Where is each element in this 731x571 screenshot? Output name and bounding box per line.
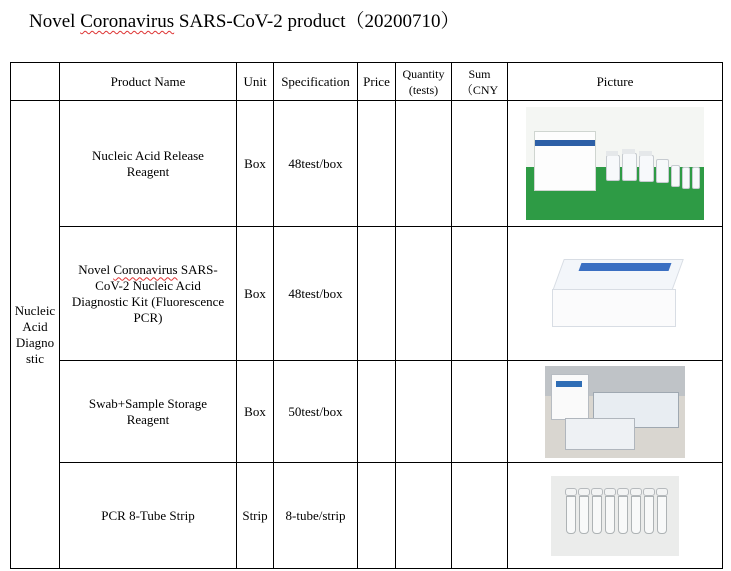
product-name-line: Reagent: [126, 163, 170, 179]
sum-cell: [452, 227, 508, 361]
unit-cell: Box: [237, 361, 274, 463]
spec-cell: 48test/box: [274, 227, 358, 361]
swab-storage-kit-photo: [545, 366, 685, 458]
header-specification: Specification: [274, 63, 358, 101]
table-row: [11, 463, 723, 569]
title-suffix: SARS-CoV-2 product（20200710）: [174, 11, 460, 32]
spec-cell: 50test/box: [274, 361, 358, 463]
product-table: [10, 62, 723, 569]
spec-cell: 8-tube/strip: [274, 463, 358, 569]
category-line: Diagno: [15, 334, 55, 350]
header-sum: [452, 63, 508, 101]
header-category-blank: [11, 63, 60, 101]
picture-cell: [508, 361, 723, 463]
quantity-cell: [396, 101, 452, 227]
sum-cell: [452, 101, 508, 227]
price-cell: [358, 101, 396, 227]
reagent-kit-photo: [526, 107, 704, 220]
pcr-tube-strip-photo: [551, 476, 679, 556]
table-row: [11, 361, 723, 463]
product-name-line: PCR 8-Tube Strip: [101, 507, 195, 523]
price-cell: [358, 227, 396, 361]
product-name-cell: [60, 463, 237, 569]
header-quantity-line1: Quantity: [402, 66, 445, 81]
product-name-line: Swab+Sample Storage: [88, 395, 208, 411]
category-cell: [11, 101, 60, 569]
header-picture: Picture: [508, 63, 723, 101]
table-row: [11, 227, 723, 361]
document-title: [29, 6, 460, 33]
product-name-cell: [60, 101, 237, 227]
product-name-line: Reagent: [126, 411, 170, 427]
price-cell: [358, 361, 396, 463]
picture-cell: [508, 227, 723, 361]
unit-cell: Box: [237, 101, 274, 227]
header-row: [11, 63, 723, 101]
price-cell: [358, 463, 396, 569]
quantity-cell: [396, 227, 452, 361]
category-line: Acid: [22, 318, 48, 334]
quantity-cell: [396, 463, 452, 569]
product-name-line: Diagnostic Kit (Fluorescence: [71, 293, 225, 309]
product-name-text: Novel Coronavirus SARS-: [78, 261, 218, 277]
diagnostic-kit-box-photo: [540, 251, 690, 336]
sum-cell: [452, 463, 508, 569]
header-unit: Unit: [237, 63, 274, 101]
title-prefix: Novel: [29, 11, 81, 32]
table-row: [11, 101, 723, 227]
quantity-cell: [396, 361, 452, 463]
title-coronavirus: Coronavirus: [80, 11, 175, 32]
product-name-line: CoV-2 Nucleic Acid: [95, 277, 201, 293]
header-product-name: Product Name: [60, 63, 237, 101]
header-quantity: [396, 63, 452, 101]
header-sum-line2: （CNY: [460, 82, 499, 97]
product-name-line: Nucleic Acid Release: [92, 147, 204, 163]
product-name-line: [62, 262, 234, 278]
spellcheck-word: Coronavirus: [113, 261, 178, 277]
header-quantity-line2: (tests): [408, 82, 439, 97]
unit-cell: Box: [237, 227, 274, 361]
spec-cell: 48test/box: [274, 101, 358, 227]
header-sum-line1: Sum: [468, 66, 491, 81]
picture-cell: [508, 101, 723, 227]
product-name-cell: [60, 227, 237, 361]
header-price: Price: [358, 63, 396, 101]
category-line: stic: [25, 350, 45, 366]
category-line: Nucleic: [14, 302, 56, 318]
unit-cell: Strip: [237, 463, 274, 569]
product-name-cell: [60, 361, 237, 463]
sum-cell: [452, 361, 508, 463]
product-name-line: PCR): [133, 309, 163, 325]
picture-cell: [508, 463, 723, 569]
